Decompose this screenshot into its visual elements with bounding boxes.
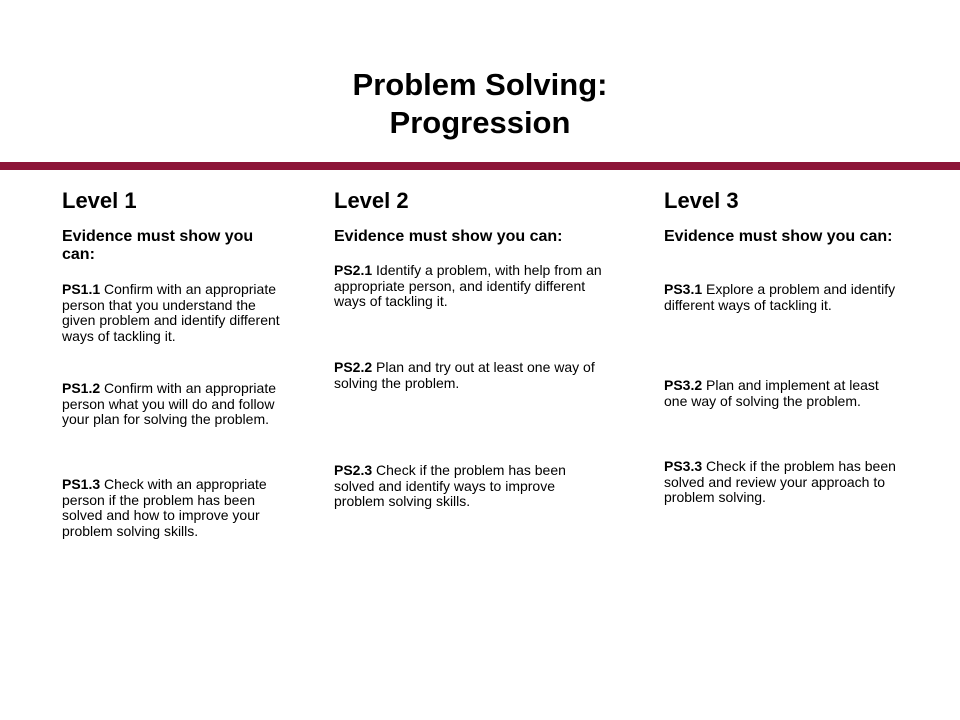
criterion-text: Check with an appropriate person if the problem has been solved and how to improve your problem solving skills. — [62, 476, 267, 539]
criterion-text: Check if the problem has been solved and identify ways to improve problem solving skills. — [334, 462, 566, 509]
criterion-text: Confirm with an appropriate person that you understand the given problem and identify different ways of tackling it. — [62, 281, 280, 344]
criterion-ps2-1 — [334, 263, 604, 310]
criterion-code: PS1.1 — [62, 281, 101, 297]
criterion-text: Confirm with an appropriate person what you will do and follow your plan for solving the problem. — [62, 380, 277, 427]
level-3-evidence-label: Evidence must show you can: — [664, 228, 893, 245]
level-2-column — [334, 188, 604, 509]
criterion-code: PS2.2 — [334, 359, 373, 375]
level-3-column — [664, 188, 904, 505]
slide-title — [0, 66, 960, 142]
level-2-evidence-label: Evidence must show you can: — [334, 228, 563, 245]
criterion-text: Explore a problem and identify different ways of tackling it. — [664, 281, 896, 313]
criterion-code: PS3.2 — [664, 377, 703, 393]
criterion-ps3-1 — [664, 282, 904, 313]
criterion-code: PS3.1 — [664, 281, 703, 297]
criterion-code: PS3.3 — [664, 458, 703, 474]
criterion-ps3-3 — [664, 459, 904, 506]
title-line-1: Problem Solving: — [352, 67, 608, 102]
level-3-heading: Level 3 — [664, 188, 739, 213]
level-1-evidence-label: Evidence must show you can: — [62, 228, 254, 263]
level-1-column — [62, 188, 290, 539]
criterion-text: Check if the problem has been solved and review your approach to problem solving. — [664, 458, 896, 505]
criterion-code: PS1.3 — [62, 476, 101, 492]
criterion-ps1-3 — [62, 477, 290, 539]
criterion-text: Plan and implement at least one way of solving the problem. — [664, 377, 879, 409]
criterion-ps2-3 — [334, 463, 604, 510]
criterion-text: Identify a problem, with help from an appropriate person, and identify different ways of tackling it. — [334, 262, 602, 309]
title-divider — [0, 162, 960, 170]
level-2-heading: Level 2 — [334, 188, 409, 213]
criterion-ps3-2 — [664, 378, 904, 409]
criterion-ps1-2 — [62, 381, 290, 428]
criterion-ps1-1 — [62, 282, 290, 344]
criterion-ps2-2 — [334, 360, 604, 391]
criterion-code: PS1.2 — [62, 380, 101, 396]
criterion-code: PS2.1 — [334, 262, 373, 278]
criterion-code: PS2.3 — [334, 462, 373, 478]
criterion-text: Plan and try out at least one way of solving the problem. — [334, 359, 595, 391]
title-line-2: Progression — [389, 105, 571, 140]
level-1-heading: Level 1 — [62, 188, 137, 213]
